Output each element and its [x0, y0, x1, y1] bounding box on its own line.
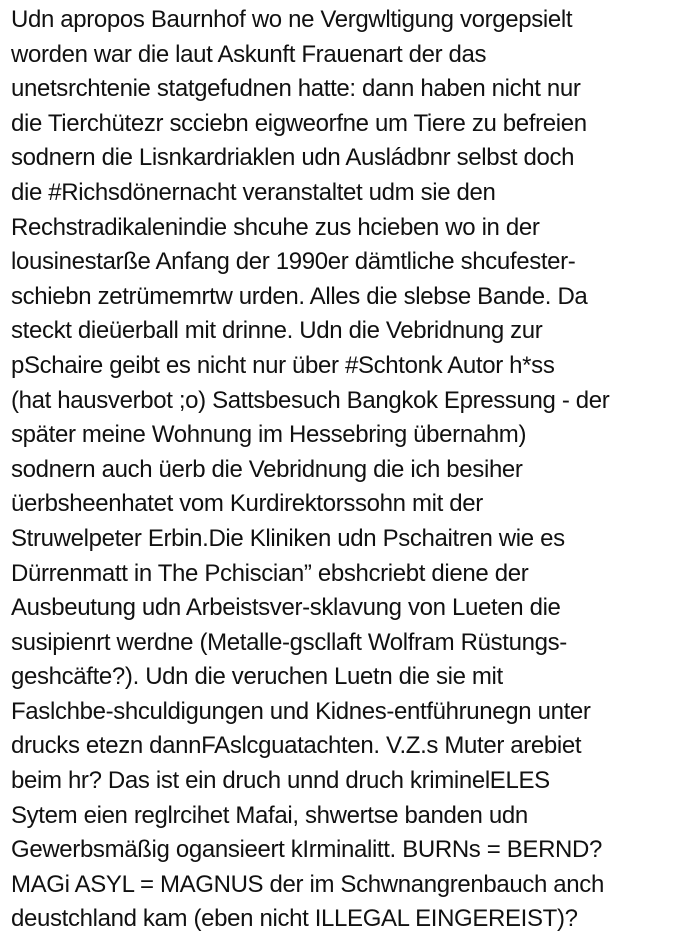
text-line: lousinestarße Anfang der 1990er dämtliche shcufester-: [11, 248, 576, 276]
text-line: Gewerbsmäßig ogansieert kIrminalitt. BURNs = BERND?: [11, 836, 603, 864]
text-line: (hat hausverbot ;o) Sattsbesuch Bangkok Epressung - der: [11, 386, 610, 414]
text-line: Ausbeutung udn Arbeistsver-sklavung von Lueten die: [11, 594, 561, 622]
text-line: unetsrchtenie statgefudnen hatte: dann haben nicht nur: [11, 75, 581, 103]
text-line: schiebn zetrümemrtw urden. Alles die slebse Bande. Da: [11, 282, 588, 310]
text-line: Rechstradikalenindie shcuhe zus hcieben wo in der: [11, 213, 540, 241]
text-line: Sytem eien reglrcihet Mafai, shwertse banden udn: [11, 801, 528, 829]
text-line: die Tierchütezr scciebn eigweorfne um Tiere zu befreien: [11, 109, 587, 137]
text-line: deustchland kam (eben nicht ILLEGAL EINGEREIST)?: [11, 905, 578, 933]
text-line: Dürrenmatt in The Pchiscian” ebshcriebt diene der: [11, 559, 529, 587]
text-line: beim hr? Das ist ein druch unnd druch kriminelELES: [11, 767, 550, 795]
text-line: die #Richsdönernacht veranstaltet udm sie den: [11, 178, 496, 206]
text-line: geshcäfte?). Udn die veruchen Luetn die sie mit: [11, 663, 503, 691]
body-text: [11, 3, 679, 937]
text-line: sodnern die Lisnkardriaklen udn Ausládbnr selbst doch: [11, 144, 575, 172]
text-line: MAGi ASYL = MAGNUS der im Schwnangrenbauch anch: [11, 870, 604, 898]
text-line: worden war die laut Askunft Frauenart der das: [11, 40, 487, 68]
text-line: drucks etezn dannFAslcguatachten. V.Z.s Muter arebiet: [11, 732, 582, 760]
text-line: steckt dieüerball mit drinne. Udn die Vebridnung zur: [11, 317, 543, 345]
text-line: sodnern auch üerb die Vebridnung die ich besiher: [11, 455, 523, 483]
text-line: Struwelpeter Erbin.Die Kliniken udn Pschaitren wie es: [11, 524, 565, 552]
text-line: pSchaire geibt es nicht nur über #Schtonk Autor h*ss: [11, 351, 555, 379]
text-line: später meine Wohnung im Hessebring übernahm): [11, 421, 527, 449]
text-line: üerbsheenhatet vom Kurdirektorssohn mit der: [11, 490, 483, 518]
text-line: Faslchbe-shculdigungen und Kidnes-entführunegn unter: [11, 697, 591, 725]
text-line: susipienrt werdne (Metalle-gscllaft Wolfram Rüstungs-: [11, 628, 567, 656]
text-line: Udn apropos Baurnhof wo ne Vergwltigung vorgepsielt: [11, 6, 573, 33]
